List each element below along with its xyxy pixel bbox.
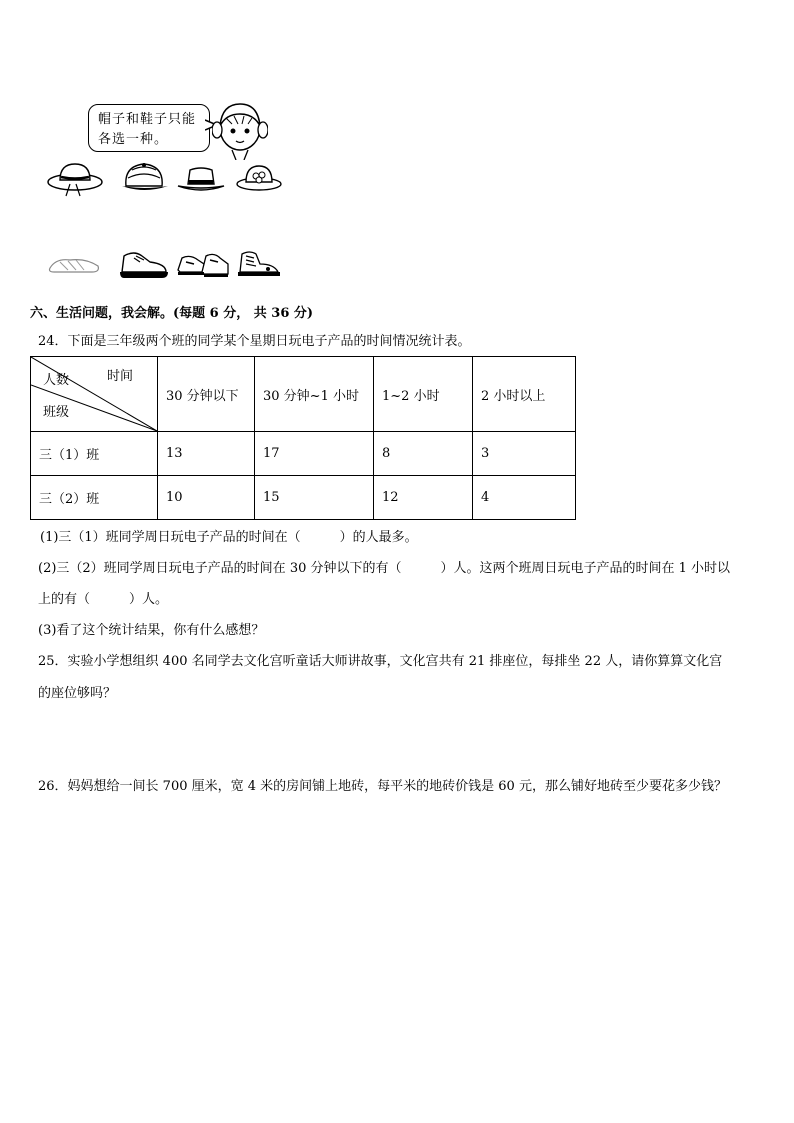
table-cell: 17: [255, 432, 374, 476]
table-cell: 4: [473, 476, 576, 520]
q24-sub1: (1)三（1）班同学周日玩电子产品的时间在（ ）的人最多。: [40, 530, 418, 545]
q26-line1: 26．妈妈想给一间长 700 厘米，宽 4 米的房间铺上地砖，每平米的地砖价钱是 60 元，那么铺好地砖至少要花多少钱？: [38, 779, 727, 794]
row-label: 三（1）班: [31, 432, 158, 476]
fedora-hat-icon: [176, 164, 226, 194]
row-label: 三（2）班: [31, 476, 158, 520]
bubble-line-2: 各选一种。: [98, 132, 169, 147]
table-corner-cell: [31, 357, 158, 432]
q25-line1: 25．实验小学想组织 400 名同学去文化宫听童话大师讲故事，文化宫共有 21 排座位，每排坐 22 人，请你算算文化宫: [38, 654, 723, 669]
table-cell: 15: [255, 476, 374, 520]
sandal-icon: [46, 252, 102, 278]
high-top-shoes-icon: [236, 248, 282, 280]
girl-illustration: [212, 98, 268, 160]
bubble-line-1: 帽子和鞋子只能: [98, 112, 197, 127]
column-header: 1~2 小时: [374, 357, 473, 432]
table-cell: 3: [473, 432, 576, 476]
table-cell: 10: [158, 476, 255, 520]
corner-time-label: 时间: [107, 369, 134, 384]
section-heading: 六、生活问题，我会解。(每题 6 分， 共 36 分): [30, 306, 314, 321]
corner-people-label: 人数: [43, 373, 70, 388]
q24-sub2-line2: 上的有（ ）人。: [38, 592, 169, 607]
table-row: [31, 476, 576, 520]
cap-icon: [118, 160, 172, 196]
bubble-text: [98, 110, 196, 150]
column-header: 2 小时以上: [473, 357, 576, 432]
column-header: 30 分钟以下: [158, 357, 255, 432]
sun-hat-icon: [46, 160, 104, 198]
boot-icon: [116, 248, 172, 280]
stats-table: [30, 356, 576, 520]
q24-sub2-line1: (2)三（2）班同学周日玩电子产品的时间在 30 分钟以下的有（ ）人。这两个班周日玩电子产品的时间在 1 小时以: [38, 561, 731, 576]
column-header: 30 分钟~1 小时: [255, 357, 374, 432]
q24-intro: 24．下面是三年级两个班的同学某个星期日玩电子产品的时间情况统计表。: [38, 334, 471, 349]
table-row: [31, 432, 576, 476]
table-cell: 12: [374, 476, 473, 520]
flower-hat-icon: [234, 160, 284, 194]
table-header-row: [31, 357, 576, 432]
q25-line2: 的座位够吗？: [38, 686, 117, 701]
q24-sub3: (3)看了这个统计结果，你有什么感想？: [38, 623, 265, 638]
table-cell: 13: [158, 432, 255, 476]
corner-class-label: 班级: [43, 405, 70, 420]
table-cell: 8: [374, 432, 473, 476]
sneakers-icon: [176, 250, 230, 280]
